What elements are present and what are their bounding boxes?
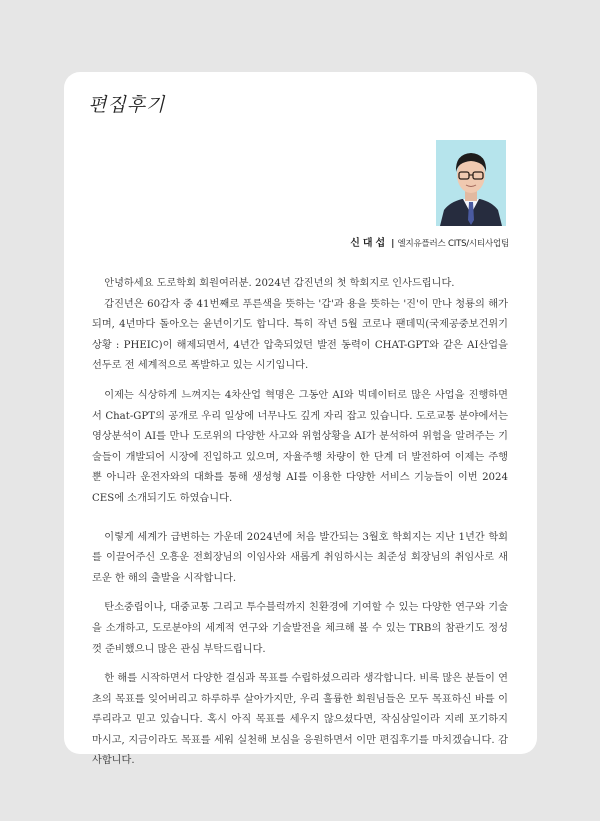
paragraph: 갑진년은 60갑자 중 41번째로 푸른색을 뜻하는 '갑'과 용을 뜻하는 '진'이 만나 청룡의 해가 되며, 4년마다 돌아오는 윤년이기도 합니다. 특히 작년 5월 코로나 팬데믹(국제공중보건위기상황 : PHEIC)이 해제되면서, 4년간 압축되었던 발전 동력이 CHAT-GPT와 같은 AI산업을 선두로 전 세계적으로 폭발하고 있는 시기입니다. (92, 298, 508, 372)
author-affiliation: 엘지유플러스 CITS/시티사업팀 (397, 239, 509, 249)
editorial-card (64, 72, 537, 767)
paragraph: 안녕하세요 도로학회 회원여러분. 2024년 갑진년의 첫 학회지로 인사드립니다. (104, 278, 455, 289)
page-title: 편집후기 (88, 94, 166, 116)
paragraph: 탄소중립이나, 대중교통 그리고 투수블럭까지 친환경에 기여할 수 있는 다양한 연구와 기술을 소개하고, 도로분야의 세계적 연구와 기술발전을 체크해 볼 수 있는 TRB의 참관기도 정성껏 준비했으니 많은 관심 부탁드립니다. (92, 602, 508, 655)
editorial-body (92, 274, 508, 772)
author-name: 신대섭 (350, 238, 389, 249)
author-portrait-icon (436, 140, 506, 226)
author-separator: | (391, 239, 395, 249)
paragraph: 이제는 식상하게 느껴지는 4차산업 혁명은 그동안 AI와 빅데이터로 많은 사업을 진행하면서 Chat-GPT의 공개로 우리 일상에 너무나도 깊게 자리 잡고 있습니다. 도로교통 분야에서는 영상분석이 AI를 만나 도로위의 다양한 사고와 위험상황을 AI가 분석하여 위험을 알려주는 기술들이 개발되어 시장에 진입하고 있으며, 자율주행 차량이 한 단계 더 발전하여 이제는 주행 뿐 아니라 운전자와의 대화를 통해 생성형 AI를 이용한 다양한 서비스 기능들이 이번 2024 CES에 소개되기도 하였습니다. (92, 389, 508, 504)
author-photo (436, 140, 506, 226)
paragraph: 이렇게 세계가 급변하는 가운데 2024년에 처음 발간되는 3월호 학회지는 지난 1년간 학회를 이끌어주신 오흥운 전회장님의 이임사와 새롭게 취임하시는 최준성 회장님의 취임사로 새로운 한 해의 출발을 시작합니다. (92, 531, 508, 584)
paragraph: 한 해를 시작하면서 다양한 결심과 목표를 수립하셨으리라 생각합니다. 비록 많은 분들이 연초의 목표를 잊어버리고 하루하루 살아가지만, 우리 훌륭한 회원님들은 모두 목표하신 바를 이루리라고 믿고 있습니다. 혹시 아직 목표를 세우지 않으셨다면, 작심삼일이라 지레 포기하지 마시고, 지금이라도 목표를 세워 실천해 보심을 응원하면서 이만 편집후기를 마치겠습니다. 감사합니다. (92, 673, 508, 767)
author-credit (350, 234, 509, 249)
